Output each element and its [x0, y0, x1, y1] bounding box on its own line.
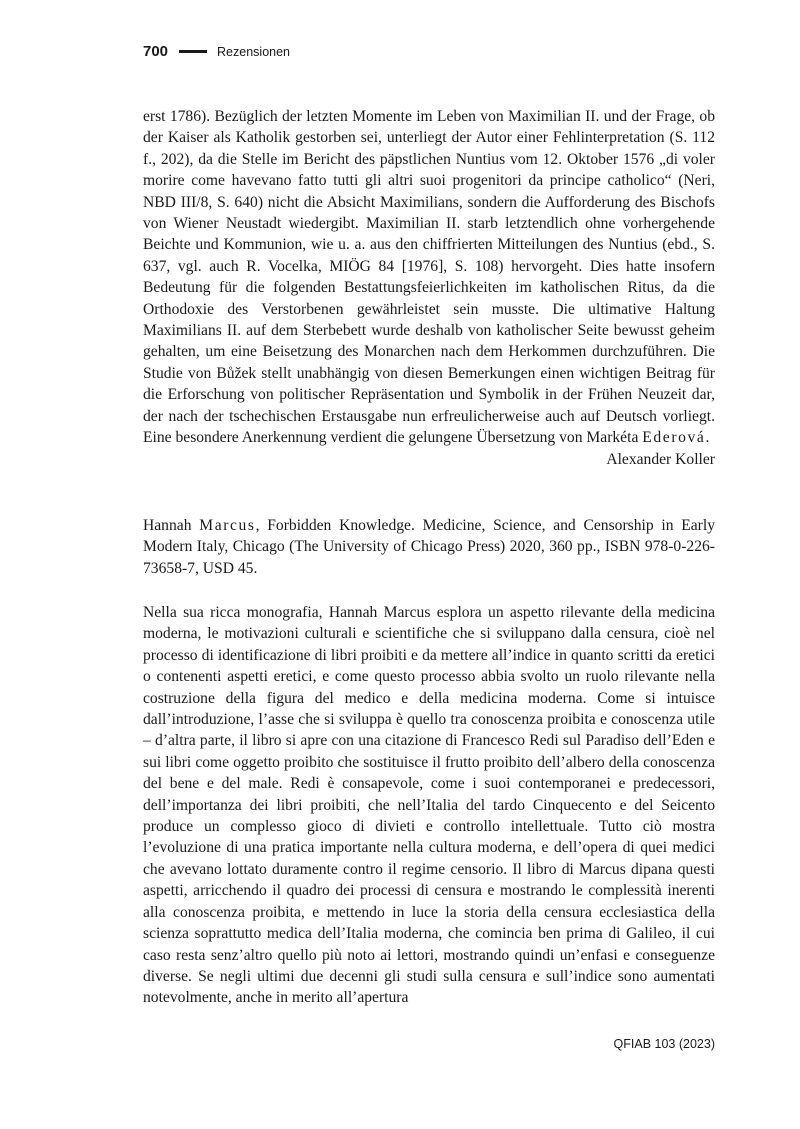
- review-2-text: Nella sua ricca monografia, Hannah Marcus esplora un aspetto rilevante della medicina moderna, le motivazioni culturali e scientifiche che si sviluppano dalla censura, cioè nel processo di identificazione di libri proibiti e da mettere all’indice in quanto scritti da eretici o contenenti aspetti eretici, e come questo processo abbia svolto un ruolo rilevante nella costruzione della figura del medico e della medicina moderna. Come si intuisce dall’introduzione, l’asse che si sviluppa è quello tra conoscenza proibita e conoscenza utile – d’altra parte, il libro si apre con una citazione di Francesco Redi sul Paradiso dell’Eden e sui libri come oggetto proibito che sostituisce il frutto proibito dell’albero della conoscenza del bene e del male. Redi è consapevole, come i suoi contemporanei e predecessori, dell’importanza dei libri proibiti, che nell’Italia del tardo Cinquecento e del Seicento produce un complesso gioco di divieti e controllo intellettuale. Tutto ciò mostra l’evoluzione di una pratica importante nella cultura moderna, e dell’opera di quei medici che avevano lottato duramente contro il regime censorio. Il libro di Marcus dipana questi aspetti, arricchendo il quadro dei processi di censura e mostrando le complessità inerenti alla conoscenza proibita, e mettendo in luce la storia della censura ecclesiastica della scienza soprattutto medica dell’Italia moderna, che comincia ben prima di Galileo, il cui caso resta senz’altro quello più noto ai lettori, mostrando quindi un’enfasi e conseguenze diverse. Se negli ultimi due decenni gli studi sulla censura e sull’indice sono aumentati notevolmente, anche in merito all’apertura: [143, 604, 715, 1007]
- citation-author-last: Marcus: [199, 517, 256, 534]
- translator-name: Ederová: [642, 429, 706, 447]
- review-2-body: [143, 602, 715, 1009]
- page-number: 700: [143, 43, 169, 60]
- journal-footer: QFIAB 103 (2023): [613, 1037, 715, 1051]
- running-header: [143, 43, 290, 60]
- review-1-signature-line: [606, 429, 715, 468]
- section-title: Rezensionen: [217, 44, 290, 59]
- review-1-body: [143, 106, 715, 470]
- translator-period: .: [705, 429, 710, 447]
- citation-details: , Forbidden Knowledge. Medicine, Science, and Censorship in Early Modern Italy, Chicago (The University of Chicago Press) 2020, 360 pp., ISBN 978-0-226-73658-7, USD 45.: [143, 517, 715, 577]
- book-citation: [143, 515, 715, 579]
- reviewer-name: Alexander Koller: [606, 450, 715, 468]
- review-1-text: erst 1786). Bezüglich der letzten Momente im Leben von Maximilian II. und der Frage, ob der Kaiser als Katholik gestorben sei, unterliegt der Autor einer Fehlinterpretation (S. 112 f., 202), da die Stelle im Bericht des päpstlichen Nuntius vom 12. Oktober 1576 „di voler morire come havevano fatto tutti gli altri suoi progenitori da principe catholico“ (Neri, NBD III/8, S. 640) nicht die Absicht Maximilians, sondern die Aufforderung des Bischofs von Wiener Neustadt wiedergibt. Maximilian II. starb letztendlich ohne vorhergehende Beichte und Kommunion, wie u. a. aus den chiffrierten Mitteilungen des Nuntius (ebd., S. 637, vgl. auch R. Vocelka, MIÖG 84 [1976], S. 108) hervorgeht. Dies hatte insofern Bedeutung für die folgenden Bestattungsfeierlichkeiten im katholischen Ritus, da die Orthodoxie des Verstorbenen gewährleistet sein musste. Die ultimative Haltung Maximilians II. auf dem Sterbebett wurde deshalb von katholischer Seite bewusst geheim gehalten, um eine Beisetzung des Monarchen nach dem Herkommen durchzuführen. Die Studie von Bůžek stellt unabhängig von diesen Bemerkungen einen wichtigen Beitrag für die Erforschung von politischer Repräsentation und Symbolik in der Frühen Neuzeit dar, der nach der tschechischen Erstausgabe nun erfreulicherweise auch auf Deutsch vorliegt. Eine besondere Anerkennung verdient die gelungene Übersetzung von Markéta: [143, 108, 715, 447]
- header-rule: [179, 50, 207, 53]
- citation-author-first: Hannah: [143, 517, 192, 534]
